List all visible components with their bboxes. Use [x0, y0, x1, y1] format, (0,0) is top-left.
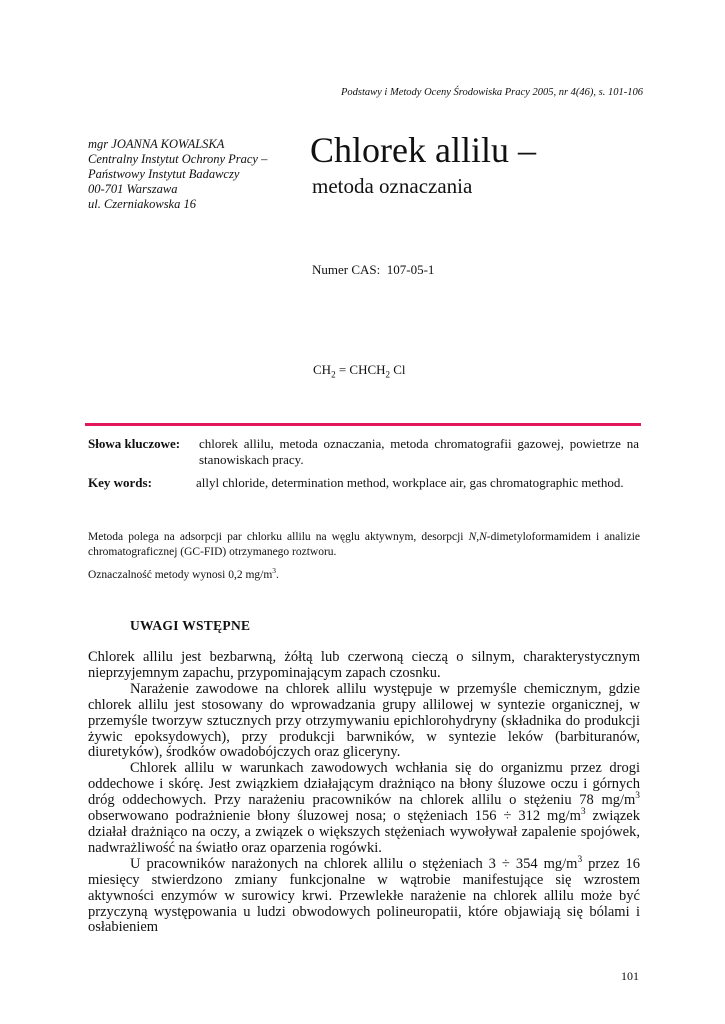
page-number: 101	[621, 969, 639, 983]
paragraph: Narażenie zawodowe na chlorek allilu występuje w przemyśle chemicznym, gdzie chlorek allilu jest stosowany do wprowadzania grupy allilowej w syntezie organicznej, w przemyśle tworzyw sztucznych przy otrzymywaniu epichlorohydryny (składnika do produkcji żywic epoksydowych), przy produkcji barwników, w syntezie leków (barbituranów, diuretyków), środków owadobójczych oraz gliceryny.	[88, 680, 640, 761]
cas-value: 107-05-1	[386, 262, 435, 277]
paragraph: U pracowników narażonych na chlorek allilu o stężeniach 3 ÷ 354 $mg/m^3$ przez 16 miesięcy stwierdzono zmiany funkcjonalne w wątrobie manifestujące się wzrostem aktywności enzymów w surowicy krwi. Przewlekłe narażenie na chlorek allilu może być przyczyną występowania u ludzi obwodowych polineuropatii, które objawiają się bólami i osłabieniem	[88, 854, 640, 936]
journal-reference: Podstawy i Metody Oceny Środowiska Pracy 2005, nr 4(46), s. 101-106	[340, 87, 643, 98]
keywords-en-text: allyl chloride, determination method, workplace air, gas chromatographic method.	[196, 475, 624, 490]
cas-number	[312, 262, 434, 278]
author-affiliation-line: Centralny Instytut Ochrony Pracy –	[88, 152, 268, 166]
paragraph: Chlorek allilu jest bezbarwną, żółtą lub czerwoną cieczą o silnym, charakterystycznym nieprzyjemnym zapachu, przypominającym zapach czosnku.	[88, 649, 640, 681]
section-heading: UWAGI WSTĘPNE	[130, 618, 251, 633]
author-postal-code: 00-701 Warszawa	[88, 182, 178, 196]
cas-label: Numer CAS:	[312, 262, 381, 277]
abstract: Metoda polega na adsorpcji par chlorku allilu na węglu aktywnym, desorpcji N,N-dimetyloformamidem i analizie chromatograficznej (GC-FID) otrzymanego roztworu.	[88, 531, 641, 558]
article-subtitle: metoda oznaczania	[312, 174, 473, 198]
article-title: Chlorek allilu –	[310, 130, 536, 170]
chemical-formula: $CH_2$ = $CHCH_2$ Cl	[313, 362, 406, 380]
keywords-pl-label: Słowa kluczowe:	[88, 436, 181, 451]
author-name: mgr JOANNA KOWALSKA	[88, 137, 225, 151]
keywords-pl-text: chlorek allilu, metoda oznaczania, metoda chromatografii gazowej, powietrze na stanowiskach pracy.	[199, 436, 639, 467]
author-block	[88, 137, 267, 212]
author-affiliation-line: Państwowy Instytut Badawczy	[88, 167, 240, 181]
detection-limit: Oznaczalność metody wynosi 0,2 $mg/m^3$.	[88, 566, 279, 581]
keywords-en-label: Key words:	[88, 475, 152, 490]
paragraph: Chlorek allilu w warunkach zawodowych wchłania się do organizmu przez drogi oddechowe i skórę. Jest związkiem działającym drażniąco na błony śluzowe oczu i górnych dróg oddechowych. Przy narażeniu pracowników na chlorek allilu o stężeniu 78 $mg/m^3$ obserwowano podrażnienie błony śluzowej nosa; o stężeniach 156 ÷ 312 $mg/m^3$ związek działał drażniąco na oczy, a związek o większych stężeniach wywoływał zapalenie spojówek, nadwrażliwość na światło oraz oparzenia rogówki.	[88, 760, 640, 856]
author-street: ul. Czerniakowska 16	[88, 197, 196, 211]
divider-rule	[85, 423, 641, 426]
body-text	[88, 650, 640, 936]
